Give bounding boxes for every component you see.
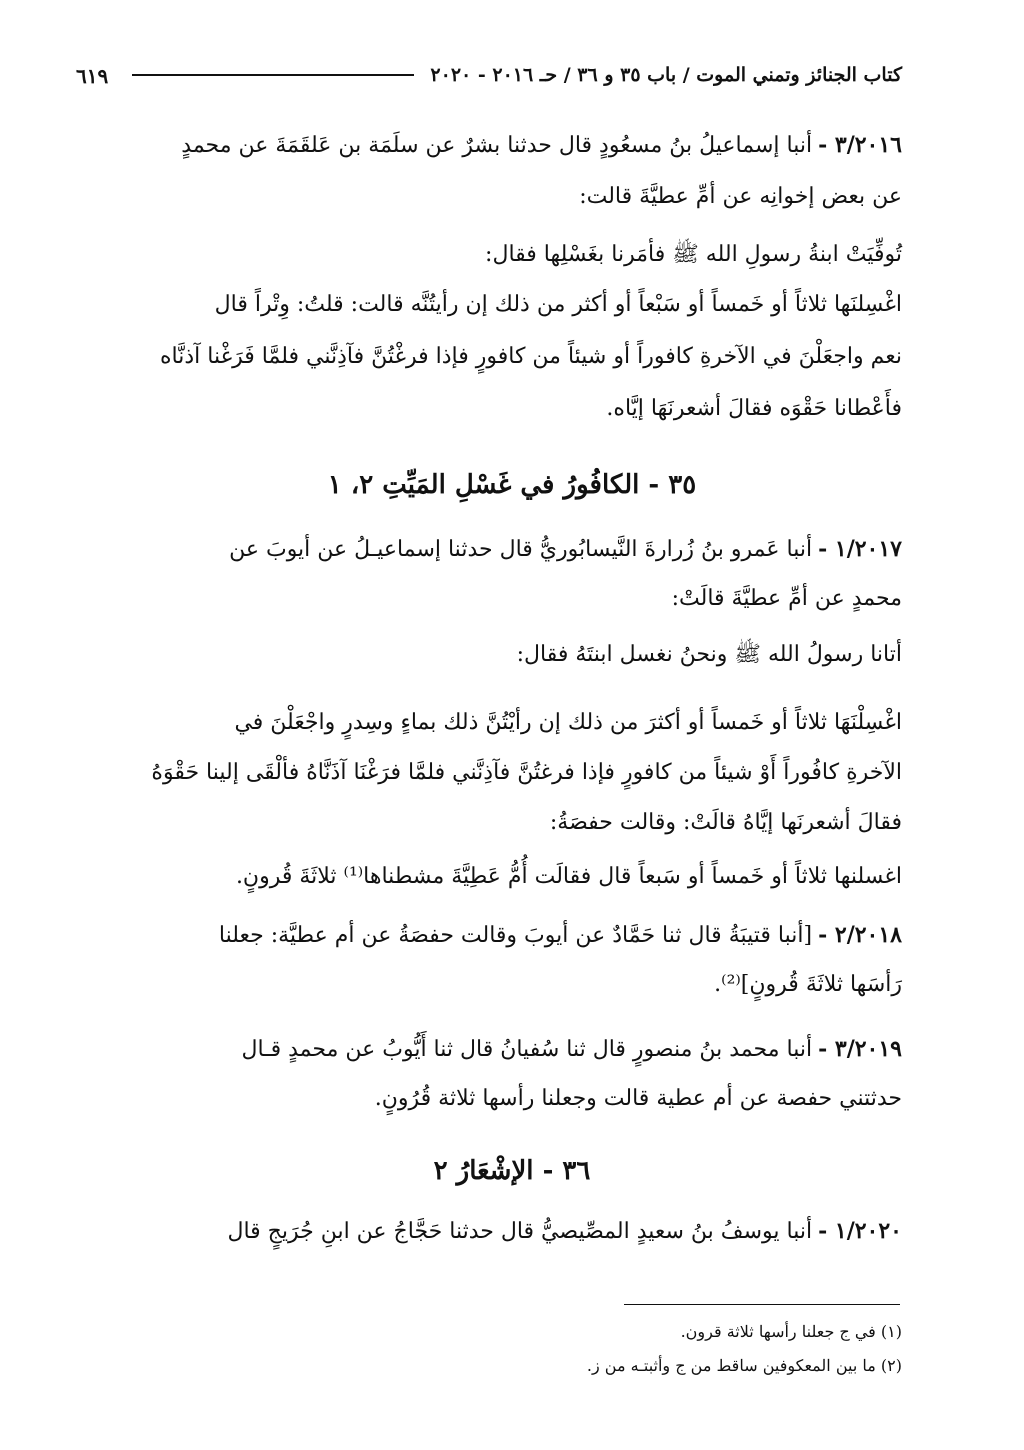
text-line: فأَعْطانا حَقْوَه فقالَ أشعرنَهَا إيَّاه. [606, 396, 902, 421]
text-line: ١/٢٠٢٠ -أنبا يوسفُ بنُ سعيدٍ المصِّيصيُّ قال حدثنا حَجَّاجُ عن ابنِ جُرَيجٍ قال [227, 1218, 902, 1244]
footnote: (٢) ما بين المعكوفين ساقط من ج وأثبتـه من ز. [586, 1356, 902, 1375]
hadith-number: ١/٢٠٢٠ - [818, 1218, 902, 1244]
footnote-separator [624, 1304, 900, 1305]
chapter-heading: ٣٦ - الإشْعَارُ ٢ [433, 1156, 591, 1186]
text-line: حدثتني حفصة عن أم عطية قالت وجعلنا رأسها ثلاثة قُرُونٍ. [374, 1086, 902, 1111]
hadith-number: ٣/٢٠١٩ - [818, 1036, 902, 1062]
text-line: محمدٍ عن أمِّ عطيَّةَ قالَتْ: [671, 586, 902, 611]
running-header-title: كتاب الجنائز وتمني الموت / باب ٣٥ و ٣٦ / حـ ٢٠١٦ - ٢٠٢٠ [430, 64, 902, 86]
text-line: اغسلنها ثلاثاً أو خَمساً أو سَبعاً قال فقالَت أُمُّ عَطِيَّةَ مشطناها⁽¹⁾ ثلاثَةَ قُرونٍ. [235, 864, 902, 889]
text-line: اغْسِلنَها ثلاثاً أو خَمساً أو سَبْعاً أو أكثر من ذلك إن رأيتُنَّه قالت: قلتُ: وِتْراً قال [214, 292, 902, 317]
text-line: الآخرةِ كافُوراً أَوْ شيئاً من كافورٍ فإذا فرغتُنَّ فآذِنَّني فلمَّا فرَغْنَا آذَنَّاهُ فألْقَى إلينا حَقْوَهُ [151, 760, 902, 785]
hadith-number: ٣/٢٠١٦ - [818, 132, 902, 158]
hadith-number: ٢/٢٠١٨ - [818, 922, 902, 948]
text-line: ١/٢٠١٧ -أنبا عَمرو بنُ زُرارةَ النَّيسابُوريُّ قال حدثنا إسماعيـلُ عن أيوبَ عن [229, 536, 902, 562]
text-line: ٣/٢٠١٦ -أنبا إسماعيلُ بنُ مسعُودٍ قال حدثنا بشرٌ عن سلَمَة بن عَلقَمَةَ عن محمدٍ [181, 132, 902, 158]
hadith-number: ١/٢٠١٧ - [818, 536, 902, 562]
text-line: تُوفِّيَتْ ابنةُ رسولِ الله ﷺ فأمَرنا بغَسْلِها فقال: [485, 242, 902, 267]
text-line: ٢/٢٠١٨ -[أنبا قتيبَةُ قال ثنا حَمَّادٌ عن أيوبَ وقالت حفصَةُ عن أم عطيَّة: جعلنا [218, 922, 902, 948]
page-number: ٦١٩ [76, 64, 109, 88]
running-header [122, 64, 902, 86]
text-line: نعم واجعَلْنَ في الآخرةِ كافوراً أو شيئاً من كافورٍ فإذا فرغْتُنَّ فآذِنَّني فلمَّا فَرَغْنا آذنَّاه [160, 344, 902, 369]
footnote: (١) في ج جعلنا رأسها ثلاثة قرون. [680, 1322, 902, 1341]
text-line: ٣/٢٠١٩ -أنبا محمد بنُ منصورٍ قال ثنا سُفيانُ قال ثنا أَيُّوبُ عن محمدٍ قـال [241, 1036, 902, 1062]
text-line: عن بعض إخوانِه عن أمِّ عطيَّةَ قالت: [579, 184, 902, 209]
text-line: أتانا رسولُ الله ﷺ ونحنُ نغسل ابنتَهُ فقال: [516, 642, 902, 667]
text-line: فقالَ أشعرنَها إيَّاهُ قالَتْ: وقالت حفصَةُ: [549, 810, 902, 835]
text-line: رَأسَها ثلاثَةَ قُرونٍ]⁽²⁾. [714, 972, 902, 997]
header-rule [132, 74, 414, 76]
chapter-heading: ٣٥ - الكافُورُ في غَسْلِ المَيِّتِ ٢، ١ [327, 470, 697, 500]
text-line: اغْسِلْنَهَا ثلاثاً أو خَمساً أو أكثرَ من ذلك إن رأيْتُنَّ ذلك بماءٍ وسِدرٍ واجْعَلْنَ في [234, 710, 902, 735]
